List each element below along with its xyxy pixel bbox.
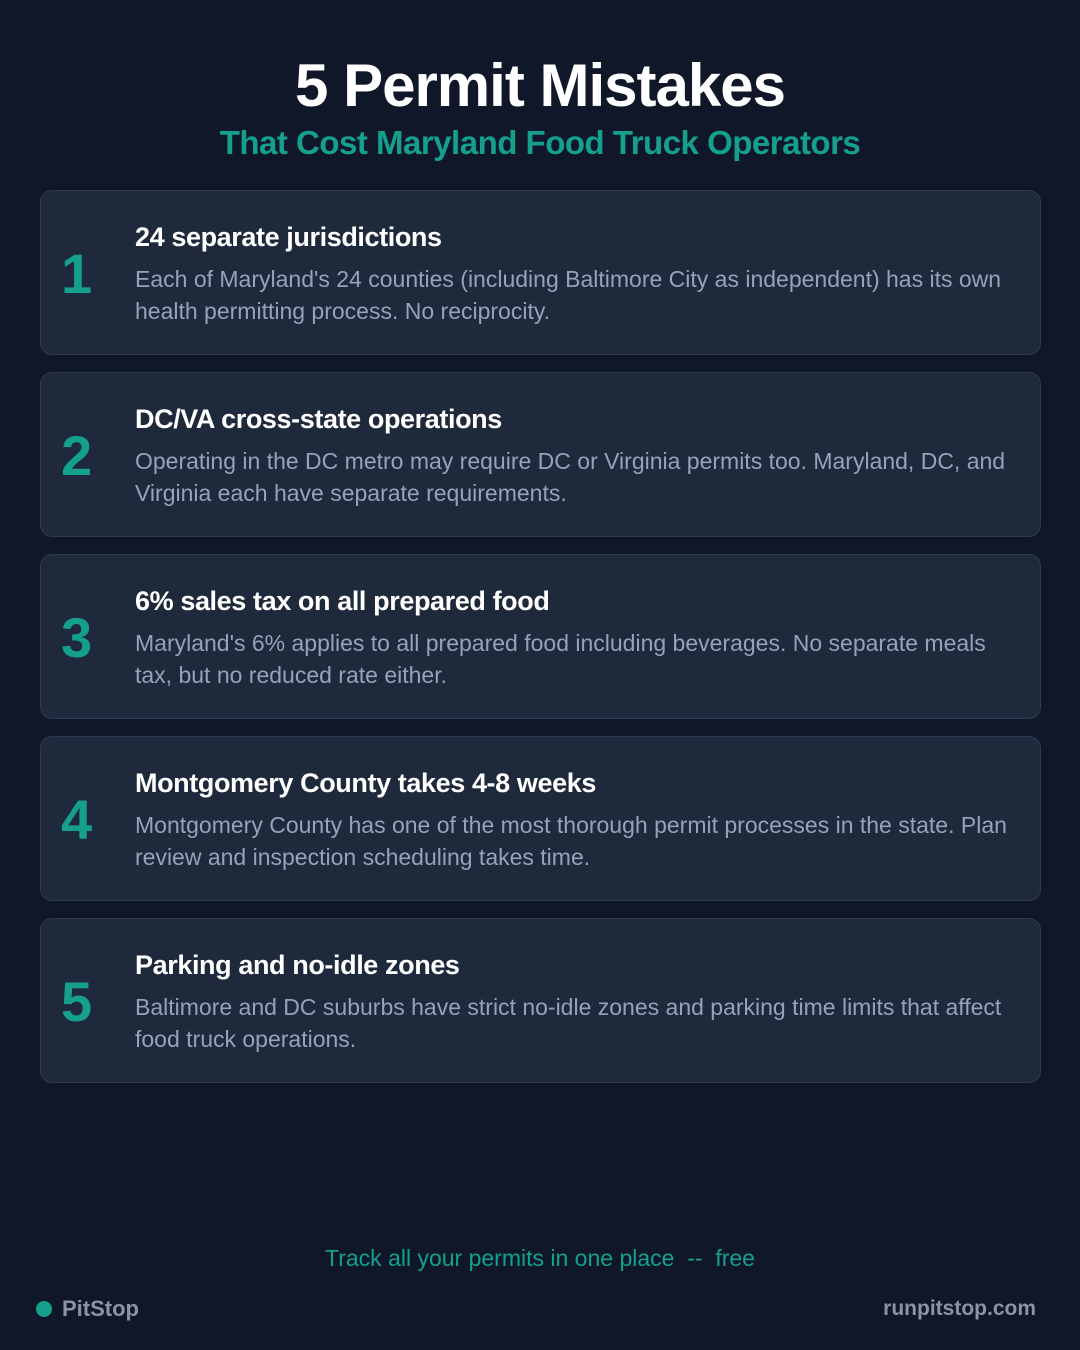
mistake-title: Parking and no-idle zones <box>135 950 460 980</box>
mistake-card-5 <box>40 918 1041 1083</box>
mistake-number: 2 <box>61 424 93 487</box>
call-to-action: Track all your permits in one place -- free <box>325 1245 755 1271</box>
header <box>0 52 1080 164</box>
mistake-card-2 <box>40 372 1041 537</box>
mistake-description: Operating in the DC metro may require DC or Virginia permits too. Maryland, DC, and Virginia each have separate requirements. <box>135 448 1006 506</box>
mistake-number: 1 <box>61 242 93 305</box>
mistake-number: 4 <box>61 788 93 851</box>
brand-name: PitStop <box>62 1296 139 1321</box>
page-title: 5 Permit Mistakes <box>295 52 785 119</box>
website-url: runpitstop.com <box>883 1297 1036 1320</box>
mistake-card-3 <box>40 554 1041 719</box>
mistake-title: 6% sales tax on all prepared food <box>135 586 550 616</box>
mistake-description: Maryland's 6% applies to all prepared food including beverages. No separate meals tax, but no reduced rate either. <box>135 630 986 688</box>
brand-dot-icon <box>36 1301 52 1317</box>
brand-logo <box>36 1294 139 1324</box>
mistake-description: Montgomery County has one of the most thorough permit processes in the state. Plan review and inspection scheduling takes time. <box>135 812 1007 870</box>
mistake-list <box>40 190 1041 1100</box>
mistake-number: 3 <box>61 606 93 669</box>
mistake-title: DC/VA cross-state operations <box>135 404 502 434</box>
mistake-card-1 <box>40 190 1041 355</box>
mistake-card-4 <box>40 736 1041 901</box>
mistake-title: 24 separate jurisdictions <box>135 222 442 252</box>
mistake-description: Each of Maryland's 24 counties (including Baltimore City as independent) has its own health permitting process. No reciprocity. <box>135 266 1002 324</box>
page-subtitle: That Cost Maryland Food Truck Operators <box>219 124 861 161</box>
mistake-description: Baltimore and DC suburbs have strict no-idle zones and parking time limits that affect food truck operations. <box>135 994 1002 1052</box>
mistake-number: 5 <box>61 970 93 1033</box>
mistake-title: Montgomery County takes 4-8 weeks <box>135 768 596 798</box>
